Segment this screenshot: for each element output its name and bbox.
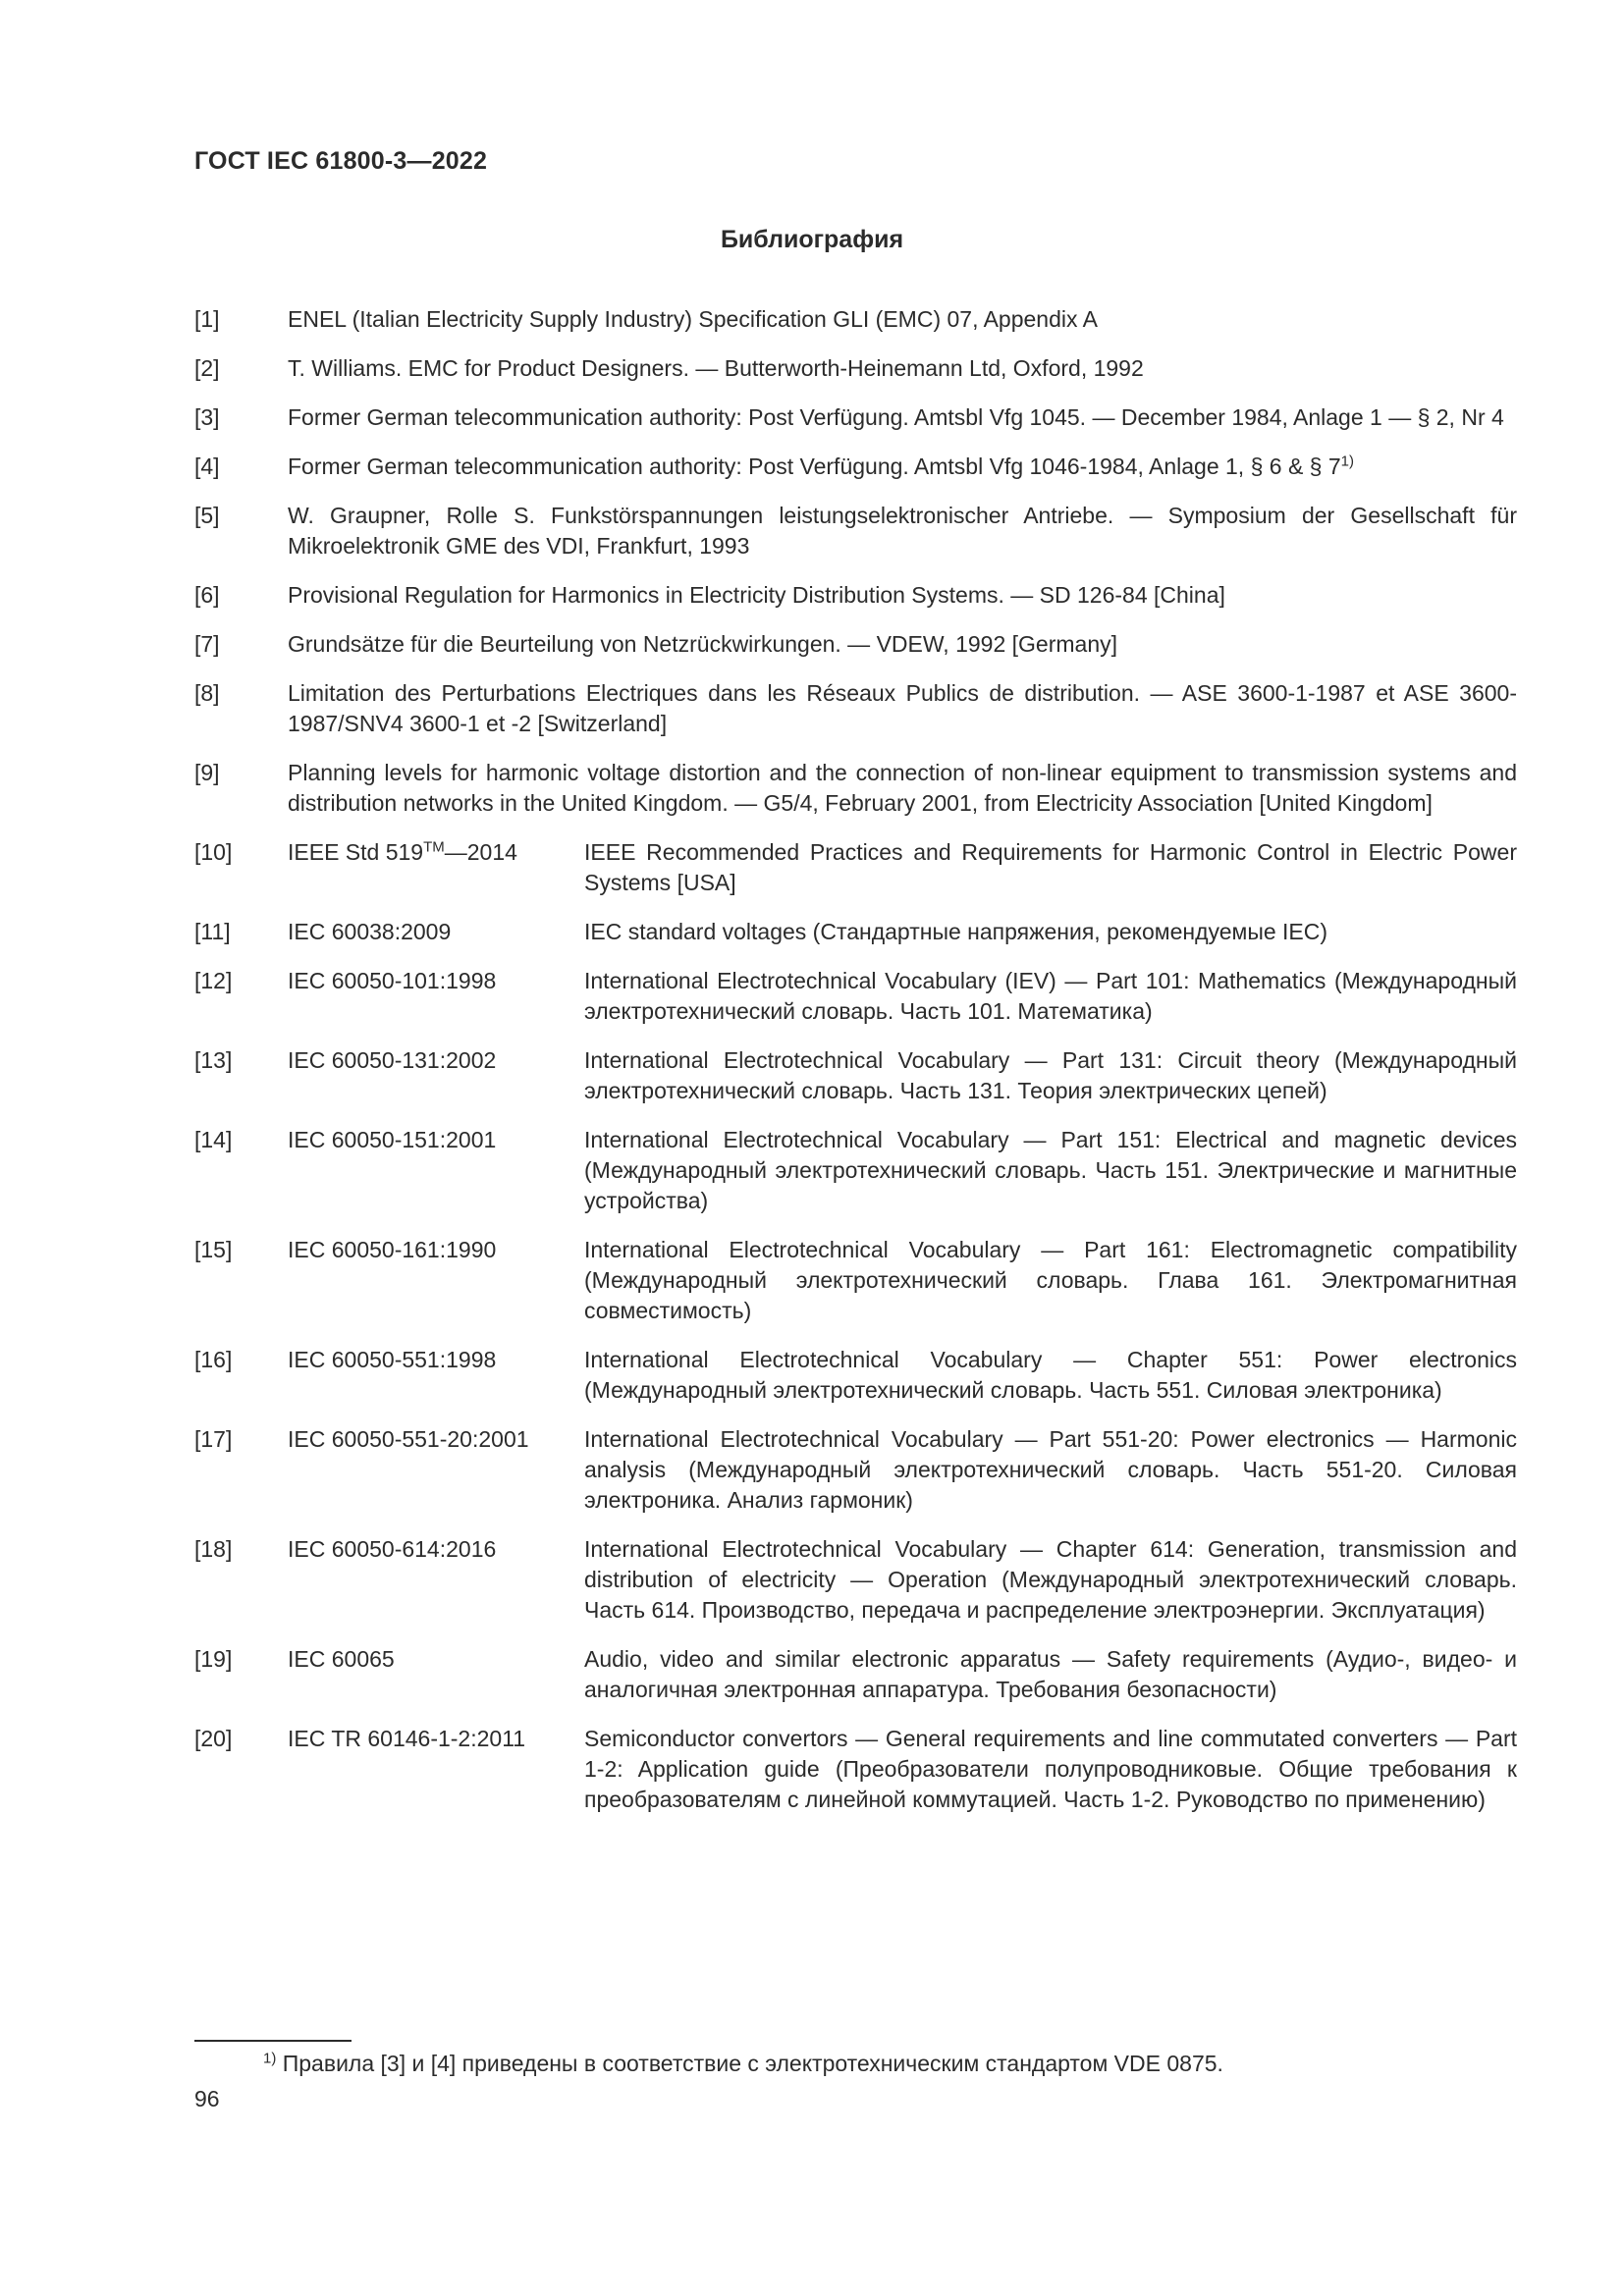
entry-number: [16] <box>194 1347 233 1372</box>
bibliography-entry <box>194 501 1517 561</box>
bibliography-entry <box>194 580 1517 611</box>
standard-entry <box>194 1125 1517 1216</box>
entry-text: W. Graupner, Rolle S. Funkstörspannungen leistungselektronischer Antriebe. — Symposium der Gesellschaft für Mikroelektronik GME des VDI, Frankfurt, 1993 <box>288 503 1517 559</box>
document-code-header: ГОСТ IEC 61800-3—2022 <box>194 147 488 175</box>
standard-code: IEC 60050-551-20:2001 <box>288 1426 529 1452</box>
standard-title: International Electrotechnical Vocabulary — Chapter 551: Power electronics (Международный электротехнический словарь. Часть 551. Силовая электроника) <box>584 1347 1517 1403</box>
standard-code: IEEE Std 519 <box>288 839 424 865</box>
standard-title: International Electrotechnical Vocabulary — Part 551-20: Power electronics — Harmonic analysis (Международный электротехнический словарь. Часть 551-20. Силовая электроника. Анализ гармоник) <box>584 1426 1517 1513</box>
bibliography-entry <box>194 678 1517 739</box>
footnote-divider <box>194 2040 352 2042</box>
bibliography-entry <box>194 629 1517 660</box>
entry-number: [14] <box>194 1127 233 1152</box>
entry-number: [11] <box>194 919 231 944</box>
standard-code: IEC 60065 <box>288 1646 395 1672</box>
standard-code: IEC 60050-151:2001 <box>288 1127 497 1152</box>
standard-entry <box>194 837 1517 898</box>
entry-number: [6] <box>194 582 220 608</box>
entry-text: Former German telecommunication authority: Post Verfügung. Amtsbl Vfg 1045. — December 1984, Anlage 1 — § 2, Nr 4 <box>288 404 1504 430</box>
entry-text: Former German telecommunication authority: Post Verfügung. Amtsbl Vfg 1046-1984, Anlage 1, § 6 & § 7 <box>288 454 1341 479</box>
entry-text: Planning levels for harmonic voltage distortion and the connection of non-linear equipment to transmission systems and distribution networks in the United Kingdom. — G5/4, February 2001, from Electricity Association [United Kingdom] <box>288 760 1517 816</box>
entry-number: [19] <box>194 1646 233 1672</box>
standard-entry <box>194 1644 1517 1705</box>
footnote-marker: 1) <box>263 2050 277 2067</box>
entry-number: [1] <box>194 306 220 332</box>
entry-number: [12] <box>194 968 233 993</box>
entry-text: Provisional Regulation for Harmonics in Electricity Distribution Systems. — SD 126-84 [China] <box>288 582 1225 608</box>
standard-code: IEC 60050-161:1990 <box>288 1237 497 1262</box>
bibliography-entry <box>194 452 1517 482</box>
standard-entry <box>194 1724 1517 1815</box>
entry-text: T. Williams. EMC for Product Designers. — Butterworth-Heinemann Ltd, Oxford, 1992 <box>288 355 1144 381</box>
entry-number: [15] <box>194 1237 233 1262</box>
standard-code-container <box>288 837 584 898</box>
standard-code: IEC 60038:2009 <box>288 919 452 944</box>
section-title: Библиография <box>720 226 904 253</box>
standard-entry <box>194 1534 1517 1626</box>
entry-number: [20] <box>194 1726 233 1751</box>
entry-text: Limitation des Perturbations Electriques dans les Réseaux Publics de distribution. — ASE 3600-1-1987 et ASE 3600-1987/SNV4 3600-1 et -2 [Switzerland] <box>288 680 1517 736</box>
entry-text: Grundsätze für die Beurteilung von Netzrückwirkungen. — VDEW, 1992 [Germany] <box>288 631 1118 657</box>
standard-entry <box>194 917 1517 947</box>
entry-number: [17] <box>194 1426 233 1452</box>
entry-text-container <box>288 452 1517 482</box>
standard-title: IEC standard voltages (Стандартные напряжения, рекомендуемые IEC) <box>584 919 1328 944</box>
standard-code: IEC 60050-101:1998 <box>288 968 497 993</box>
standard-code: IEC 60050-614:2016 <box>288 1536 497 1562</box>
standard-title: IEEE Recommended Practices and Requirements for Harmonic Control in Electric Power Systems [USA] <box>584 839 1517 895</box>
standard-code: IEC 60050-131:2002 <box>288 1047 497 1073</box>
standard-entry <box>194 1235 1517 1326</box>
bibliography-entry <box>194 304 1517 335</box>
entry-number: [10] <box>194 839 233 865</box>
standard-title: International Electrotechnical Vocabulary — Chapter 614: Generation, transmission and distribution of electricity — Operation (Международный электротехнический словарь. Часть 614. Производство, передача и распределение электроэнергии. Эксплуатация) <box>584 1536 1517 1623</box>
entry-number: [5] <box>194 503 220 528</box>
entry-text: ENEL (Italian Electricity Supply Industry) Specification GLI (EMC) 07, Appendix A <box>288 306 1098 332</box>
standard-title: International Electrotechnical Vocabulary — Part 131: Circuit theory (Международный электротехнический словарь. Часть 131. Теория электрических цепей) <box>584 1047 1517 1103</box>
entry-number: [4] <box>194 454 220 479</box>
standard-entry <box>194 1345 1517 1406</box>
standard-title: International Electrotechnical Vocabulary (IEV) — Part 101: Mathematics (Международный электротехнический словарь. Часть 101. Математика) <box>584 968 1517 1024</box>
footnote-marker: 1) <box>1340 453 1354 470</box>
entry-number: [18] <box>194 1536 233 1562</box>
standard-entry <box>194 1424 1517 1516</box>
bibliography-entry <box>194 758 1517 819</box>
entry-number: [13] <box>194 1047 233 1073</box>
footnote <box>263 2049 1223 2079</box>
standard-title: Semiconductor convertors — General requirements and line commutated converters — Part 1-2: Application guide (Преобразователи полупроводниковые. Общие требования к преобразователям с линейной коммутацией. Часть 1-2. Руководство по применению) <box>584 1726 1517 1812</box>
bibliography-list <box>194 304 1517 1834</box>
standard-code-suffix: —2014 <box>444 839 517 865</box>
entry-number: [2] <box>194 355 220 381</box>
standard-title: Audio, video and similar electronic apparatus — Safety requirements (Аудио-, видео- и аналогичная электронная аппаратура. Требования безопасности) <box>584 1646 1517 1702</box>
standard-entry <box>194 966 1517 1027</box>
standard-title: International Electrotechnical Vocabulary — Part 151: Electrical and magnetic devices (Международный электротехнический словарь. Часть 151. Электрические и магнитные устройства) <box>584 1127 1517 1213</box>
bibliography-entry <box>194 353 1517 384</box>
footnote-text: Правила [3] и [4] приведены в соответствие с электротехническим стандартом VDE 0875. <box>282 2051 1223 2076</box>
page-number: 96 <box>194 2086 220 2111</box>
trademark-superscript: TM <box>423 838 445 856</box>
standard-code: IEC TR 60146-1-2:2011 <box>288 1726 526 1751</box>
entry-number: [7] <box>194 631 220 657</box>
entry-number: [8] <box>194 680 220 706</box>
standard-title: International Electrotechnical Vocabulary — Part 161: Electromagnetic compatibility (Международный электротехнический словарь. Глава 161. Электромагнитная совместимость) <box>584 1237 1517 1323</box>
entry-number: [3] <box>194 404 220 430</box>
bibliography-entry <box>194 402 1517 433</box>
entry-number: [9] <box>194 760 220 785</box>
standard-code: IEC 60050-551:1998 <box>288 1347 497 1372</box>
standard-entry <box>194 1045 1517 1106</box>
